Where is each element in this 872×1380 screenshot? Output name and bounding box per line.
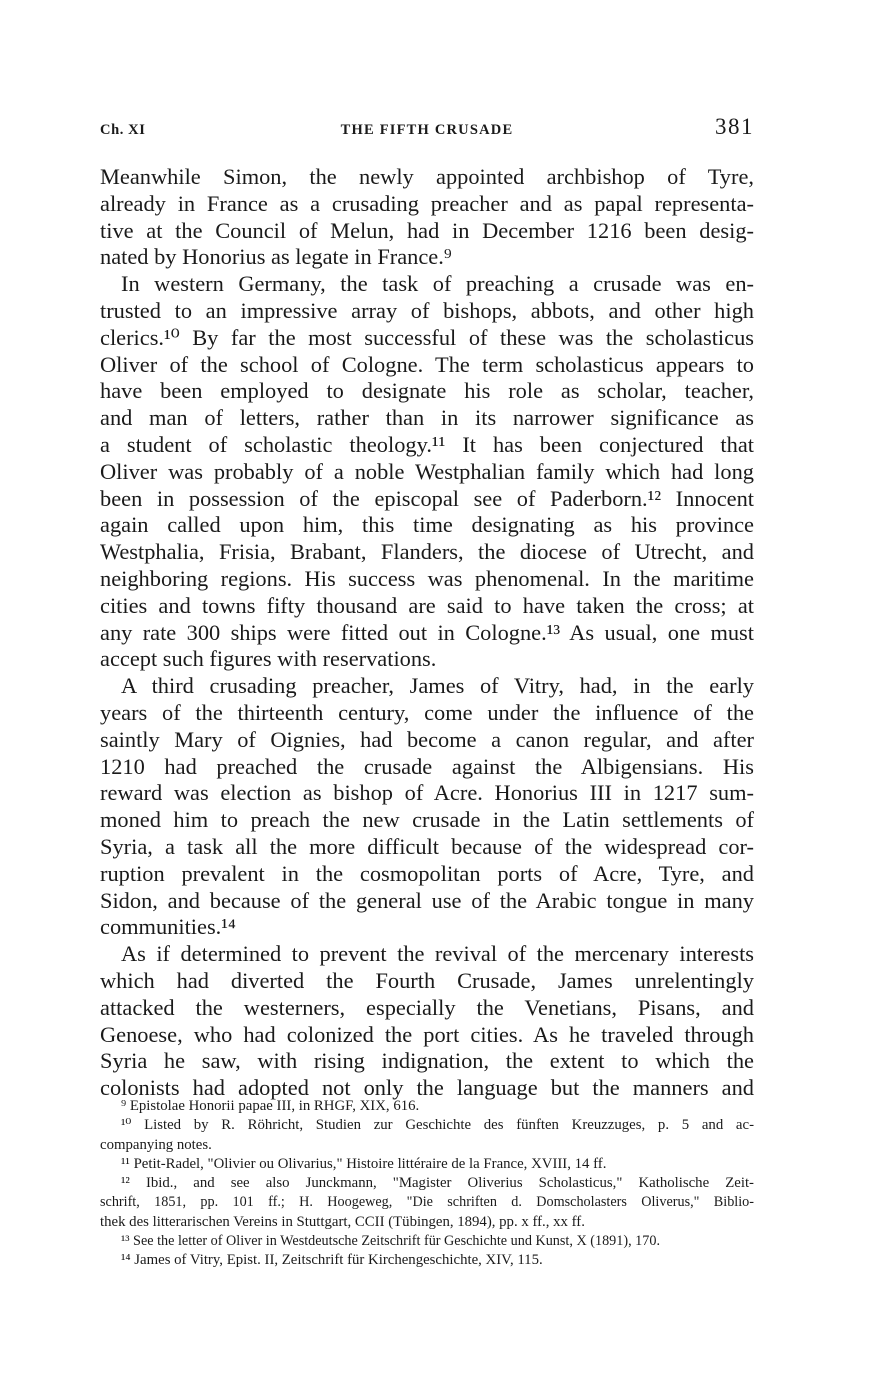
text-line: any rate 300 ships were fitted out in Cologne.¹³ As usual, one must (100, 619, 754, 645)
text-line: accept such figures with reservations. (100, 646, 437, 672)
text-line: have been employed to designate his role as scholar, teacher, (100, 378, 754, 404)
text-line: communities.¹⁴ (100, 914, 236, 940)
body-text (100, 164, 754, 1102)
text-line: a student of scholastic theology.¹¹ It has been conjectured that (100, 431, 754, 457)
footnote-line: thek des litterarischen Vereins in Stuttgart, CCII (Tübingen, 1894), pp. x ff., xx ff. (100, 1213, 585, 1230)
text-line: nated by Honorius as legate in France.⁹ (100, 244, 452, 270)
text-line: again called upon him, this time designating as his province (100, 512, 754, 538)
text-line: Oliver of the school of Cologne. The term scholasticus appears to (100, 351, 754, 377)
footnote-line: ¹⁰ Listed by R. Röhricht, Studien zur Geschichte des fünften Kreuzzuges, p. 5 and ac- (121, 1117, 754, 1134)
text-line: Syria he saw, with rising indignation, the extent to which the (100, 1048, 754, 1074)
chapter-label: Ch. XI (100, 122, 146, 138)
text-line: 1210 had preached the crusade against the Albigensians. His (100, 753, 754, 779)
text-line: neighboring regions. His success was phenomenal. In the maritime (100, 565, 754, 591)
text-line: tive at the Council of Melun, had in December 1216 been desig- (100, 217, 754, 243)
text-line: moned him to preach the new crusade in the Latin settlements of (100, 807, 754, 833)
text-line: years of the thirteenth century, come under the influence of the (100, 699, 754, 725)
page-number: 381 (715, 114, 754, 139)
footnote-line: schrift, 1851, pp. 101 ff.; H. Hoogeweg, "Die schriften d. Domscholasters Oliverus," Biblio- (100, 1194, 754, 1211)
text-line: In western Germany, the task of preaching a crusade was en- (121, 271, 754, 297)
text-line: which had diverted the Fourth Crusade, James unrelentingly (100, 967, 754, 993)
text-line: Westphalia, Frisia, Brabant, Flanders, the diocese of Utrecht, and (100, 539, 754, 565)
text-line: attacked the westerners, especially the Venetians, Pisans, and (100, 994, 754, 1020)
text-line: reward was election as bishop of Acre. Honorius III in 1217 sum- (100, 780, 754, 806)
footnote-line: ¹³ See the letter of Oliver in Westdeutsche Zeitschrift für Geschichte und Kunst, X (1891), 170. (121, 1233, 660, 1250)
text-line: Meanwhile Simon, the newly appointed archbishop of Tyre, (100, 164, 754, 189)
paragraph (100, 673, 754, 941)
text-line: cities and towns fifty thousand are said to have taken the cross; at (100, 592, 754, 618)
text-line: and man of letters, rather than in its narrower significance as (100, 405, 754, 431)
footnote-line: ⁹ Epistolae Honorii papae III, in RHGF, XIX, 616. (121, 1098, 420, 1114)
text-line: ruption prevalent in the cosmopolitan ports of Acre, Tyre, and (100, 860, 754, 886)
text-line: As if determined to prevent the revival of the mercenary interests (121, 941, 754, 967)
footnotes (100, 1097, 754, 1271)
footnote-line: companying notes. (100, 1136, 212, 1153)
text-line: Oliver was probably of a noble Westphalian family which had long (100, 458, 754, 484)
text-line: Genoese, who had colonized the port cities. As he traveled through (100, 1021, 754, 1047)
paragraph (100, 164, 754, 271)
footnote-line: ¹⁴ James of Vitry, Epist. II, Zeitschrift für Kirchengeschichte, XIV, 115. (121, 1252, 543, 1269)
text-line: colonists had adopted not only the language but the manners and (100, 1075, 754, 1101)
footnote-line: ¹² Ibid., and see also Junckmann, "Magister Oliverius Scholasticus," Katholische Zeit- (121, 1175, 754, 1192)
text-line: trusted to an impressive array of bishops, abbots, and other high (100, 297, 754, 323)
paragraph (100, 271, 754, 673)
paragraph (100, 941, 754, 1102)
text-line: been in possession of the episcopal see of Paderborn.¹² Innocent (100, 485, 754, 511)
text-line: A third crusading preacher, James of Vitry, had, in the early (121, 673, 754, 699)
text-line: saintly Mary of Oignies, had become a canon regular, and after (100, 726, 754, 752)
text-line: already in France as a crusading preacher and as papal representa- (100, 190, 754, 216)
running-head (100, 114, 754, 150)
text-line: Sidon, and because of the general use of the Arabic tongue in many (100, 887, 754, 913)
footnote-line: ¹¹ Petit-Radel, "Olivier ou Olivarius," Histoire littéraire de la France, XVIII, 14 ff. (121, 1155, 607, 1172)
text-line: Syria, a task all the more difficult because of the widespread cor- (100, 833, 754, 859)
text-line: clerics.¹⁰ By far the most successful of these was the scholasticus (100, 324, 754, 350)
chapter-title: THE FIFTH CRUSADE (340, 122, 514, 138)
